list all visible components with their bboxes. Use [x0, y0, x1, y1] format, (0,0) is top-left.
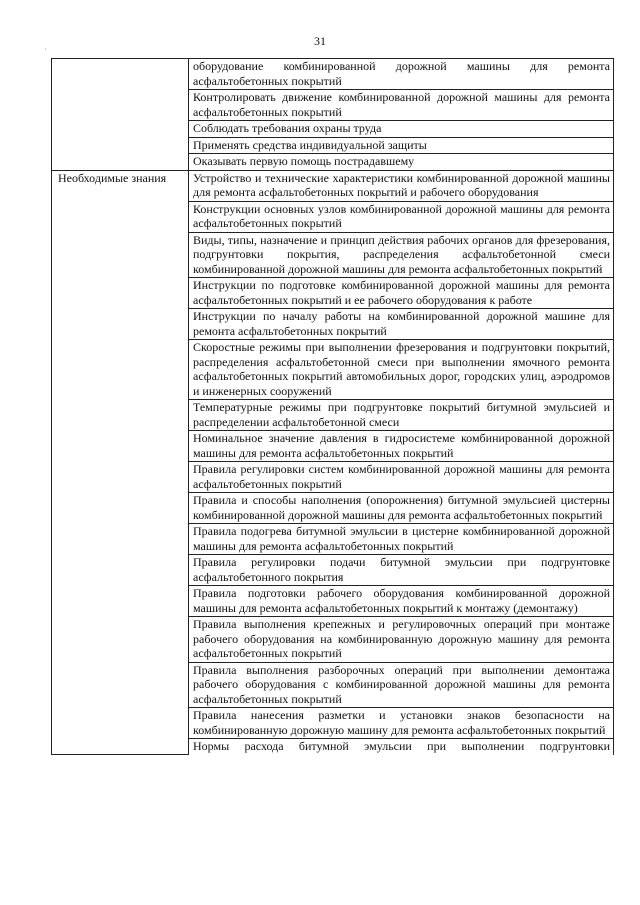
table-row — [52, 59, 614, 90]
knowledge-cell: Нормы расхода битумной эмульсии при выполнении подгрунтовки — [189, 739, 614, 755]
knowledge-cell: Правила регулировки систем комбинированной дорожной машины для ремонта асфальтобетонных покрытий — [189, 462, 614, 493]
knowledge-cell: Скоростные режимы при выполнении фрезерования и подгрунтовки покрытий, распределения асфальтобетонной смеси при выполнении ямочного ремонта асфальтобетонных покрытий автомобильных дорог, городских улиц, аэродромов и инженерных сооружений — [189, 340, 614, 400]
skill-cell: Контролировать движение комбинированной дорожной машины для ремонта асфальтобетонных покрытий — [189, 90, 614, 121]
knowledge-cell: Устройство и технические характеристики комбинированной дорожной машины для ремонта асфальтобетонных покрытий и рабочего оборудования — [189, 170, 614, 201]
knowledge-cell: Виды, типы, назначение и принцип действия рабочих органов для фрезерования, подгрунтовки покрытия, распределения асфальтобетонной смеси комбинированной дорожной машины для ремонта асфальтобетонных покрытий — [189, 232, 614, 278]
knowledge-cell: Инструкции по началу работы на комбинированной дорожной машине для ремонта асфальтобетонных покрытий — [189, 309, 614, 340]
knowledge-cell: Правила и способы наполнения (опорожнения) битумной эмульсией цистерны комбинированной дорожной машины для ремонта асфальтобетонных покрытий — [189, 493, 614, 524]
knowledge-cell: Правила подогрева битумной эмульсии в цистерне комбинированной дорожной машины для ремонта асфальтобетонных покрытий — [189, 524, 614, 555]
knowledge-cell: Правила регулировки подачи битумной эмульсии при подгрунтовке асфальтобетонного покрытия — [189, 555, 614, 586]
knowledge-cell: Правила подготовки рабочего оборудования комбинированной дорожной машины для ремонта асфальтобетонных покрытий к монтажу (демонтажу) — [189, 586, 614, 617]
skill-cell: Соблюдать требования охраны труда — [189, 121, 614, 138]
margin-mark: · — [44, 44, 47, 54]
knowledge-cell: Конструкции основных узлов комбинированной дорожной машины для ремонта асфальтобетонных покрытий — [189, 201, 614, 232]
table-row — [52, 170, 614, 201]
knowledge-cell: Правила нанесения разметки и установки знаков безопасности на комбинированную дорожную машину для ремонта асфальтобетонных покрытий — [189, 708, 614, 739]
skill-cell: Применять средства индивидуальной защиты — [189, 137, 614, 154]
skill-cell: Оказывать первую помощь пострадавшему — [189, 154, 614, 171]
knowledge-cell: Температурные режимы при подгрунтовке покрытий битумной эмульсией и распределении асфальтобетонной смеси — [189, 400, 614, 431]
competency-table — [51, 58, 614, 755]
knowledge-cell: Номинальное значение давления в гидросистеме комбинированной дорожной машины для ремонта асфальтобетонных покрытий — [189, 431, 614, 462]
knowledge-cell: Правила выполнения крепежных и регулировочных операций при монтаже рабочего оборудования на комбинированную дорожную машину для ремонта асфальтобетонных покрытий — [189, 617, 614, 663]
page-number: 31 — [314, 34, 326, 48]
section-label-knowledge: Необходимые знания — [52, 170, 189, 755]
skill-cell: оборудование комбинированной дорожной машины для ремонта асфальтобетонных покрытий — [189, 59, 614, 90]
knowledge-cell: Правила выполнения разборочных операций при выполнении демонтажа рабочего оборудования с комбинированной дорожной машины для ремонта асфальтобетонных покрытий — [189, 662, 614, 708]
empty-label-cell — [52, 59, 189, 171]
knowledge-cell: Инструкции по подготовке комбинированной дорожной машины для ремонта асфальтобетонных покрытий и ее рабочего оборудования к работе — [189, 278, 614, 309]
